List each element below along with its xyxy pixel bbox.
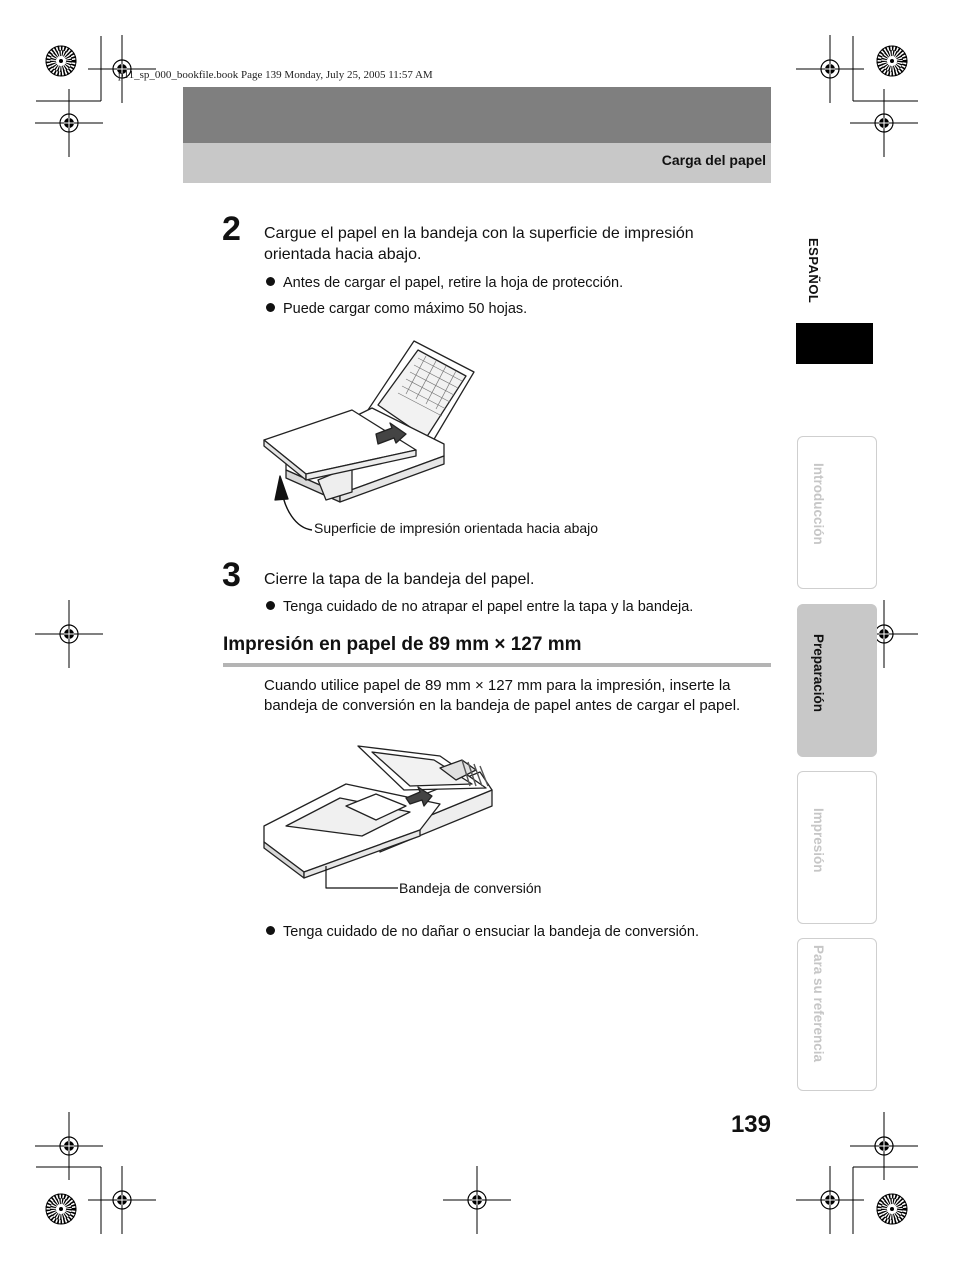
tab-preparacion-label: Preparación [811,634,826,713]
tab-preparacion[interactable] [797,604,877,757]
section-bullet-1: Tenga cuidado de no dañar o ensuciar la bandeja de conversión. [266,922,699,942]
tab-para-su-referencia[interactable] [797,938,877,1091]
figure-1-caption: Superficie de impresión orientada hacia abajo [314,520,599,536]
tab-introduccion[interactable] [797,436,877,589]
tab-impresion-label: Impresión [811,808,826,873]
figure-2-caption: Bandeja de conversión [399,880,542,896]
language-tab-marker [796,323,873,364]
tab-para-su-referencia-label: Para su referencia [811,945,826,1063]
page-number: 139 [730,1111,771,1138]
step-number-3: 3 [222,556,241,594]
header-title: Carga del papel [661,152,766,168]
section-title: Impresión en papel de 89 mm × 127 mm [223,634,582,655]
tab-introduccion-label: Introducción [811,463,826,545]
step-2-bullet-1: Antes de cargar el papel, retire la hoja de protección. [266,273,623,293]
step-3-bullet-1: Tenga cuidado de no atrapar el papel entre la tapa y la bandeja. [266,597,693,617]
section-text: Cuando utilice papel de 89 mm × 127 mm para la impresión, inserte la bandeja de conversión en la bandeja de papel antes de cargar el papel. [264,677,741,714]
print-meta-line: p11_sp_000_bookfile.book Page 139 Monday, July 25, 2005 11:57 AM [118,69,433,81]
step-3-text: Cierre la tapa de la bandeja del papel. [264,571,535,588]
language-tab-label: ESPAÑOL [806,238,821,304]
step-2-bullet-2: Puede cargar como máximo 50 hojas. [266,299,527,319]
step-number-2: 2 [222,210,241,248]
step-2-text: Cargue el papel en la bandeja con la superficie de impresión orientada hacia abajo. [264,225,694,263]
tab-impresion[interactable] [797,771,877,924]
